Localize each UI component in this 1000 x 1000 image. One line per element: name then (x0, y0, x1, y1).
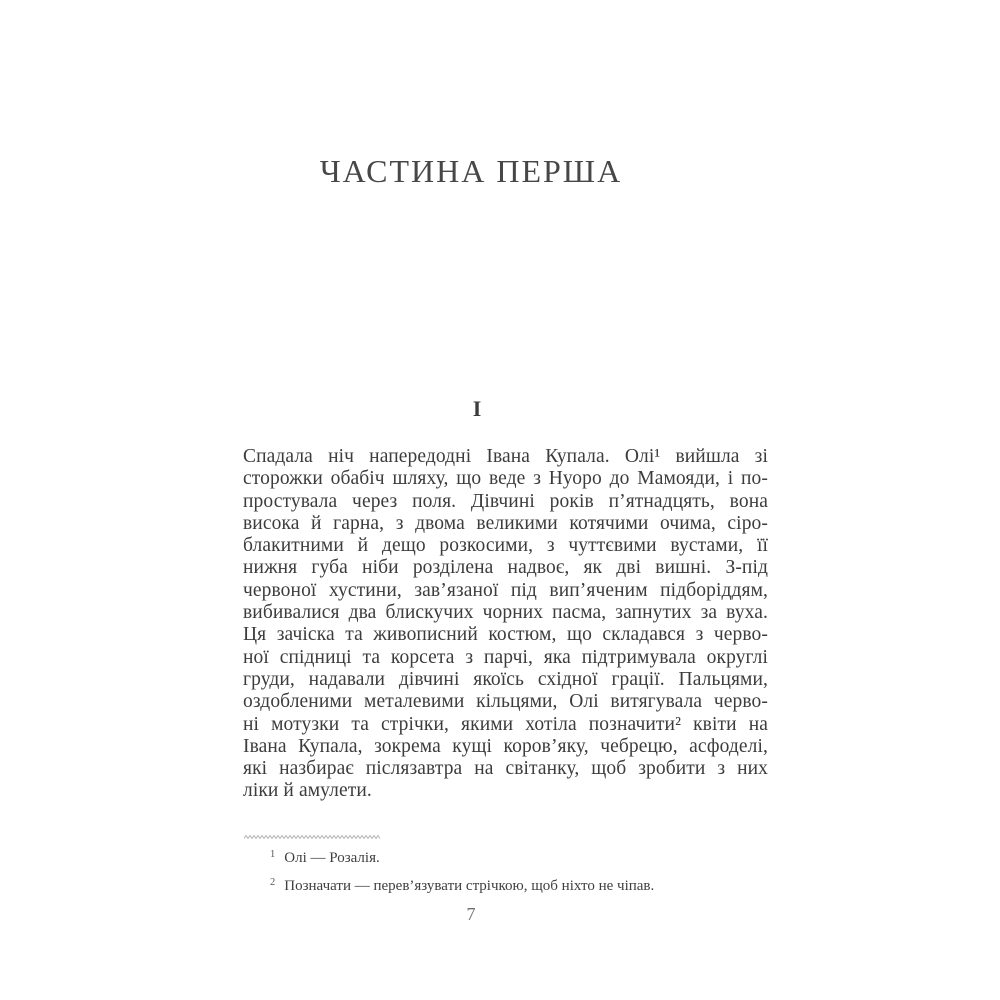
footnote-marker: 2 (270, 876, 276, 888)
paragraph-line: простувала через поля. Дівчині років п’ятнадцять, вона (243, 490, 768, 512)
footnote-marker: 1 (270, 849, 276, 860)
paragraph-line: нижня губа ніби розділена надвоє, як дві вишні. З-під (243, 557, 768, 579)
paragraph-line: оздобленими металевими кільцями, Олі витягувала черво- (243, 691, 768, 713)
paragraph-line: Спадала ніч напередодні Івана Купала. Олі¹ вийшла зі (243, 446, 768, 467)
paragraph-line: ні мотузки та стрічки, якими хотіла позначити² квіти на (243, 713, 768, 735)
paragraph-line: сторожки обабіч шляху, що веде з Нуоро до Мамояди, і по- (243, 468, 768, 490)
paragraph-line: які назбирає післязавтра на світанку, щоб зробити з них (243, 758, 768, 780)
footnote-text: Олі — Розалія. (284, 850, 380, 866)
footnote-item (245, 871, 770, 899)
paragraph-line: ної спідниці та корсета з парчі, яка підтримувала округлі (243, 646, 768, 668)
footnote-separator-wavy-line (244, 834, 396, 840)
paragraph-line: ліки й амулети. (243, 780, 372, 802)
paragraph-line: вибивалися два блискучих чорних пасма, запнутих за вуха. (243, 602, 768, 624)
body-paragraph (243, 446, 768, 803)
page-number: 7 (466, 904, 476, 924)
part-title: ЧАСТИНА ПЕРША (319, 153, 623, 189)
paragraph-line: Ця зачіска та живописний костюм, що складався з черво- (243, 624, 768, 646)
footnotes-block (245, 843, 770, 898)
paragraph-line: блакитними й дещо розкосими, з чуттєвими вустами, її (243, 535, 768, 557)
paragraph-line: Івана Купала, зокрема кущі коров’яку, чебрецю, асфоделі, (243, 735, 768, 757)
footnote-text: Позначати — перев’язувати стрічкою, щоб ніхто не чіпав. (284, 877, 655, 894)
paragraph-line: висока й гарна, з двома великими котячими очима, сіро- (243, 512, 768, 534)
footnote-item (245, 843, 770, 871)
paragraph-line: червоної хустини, зав’язаної під вип’яченим підборіддям, (243, 579, 768, 601)
paragraph-line: груди, надавали дівчині якоїсь східної грації. Пальцями, (243, 668, 768, 690)
chapter-number-heading: I (472, 396, 482, 421)
